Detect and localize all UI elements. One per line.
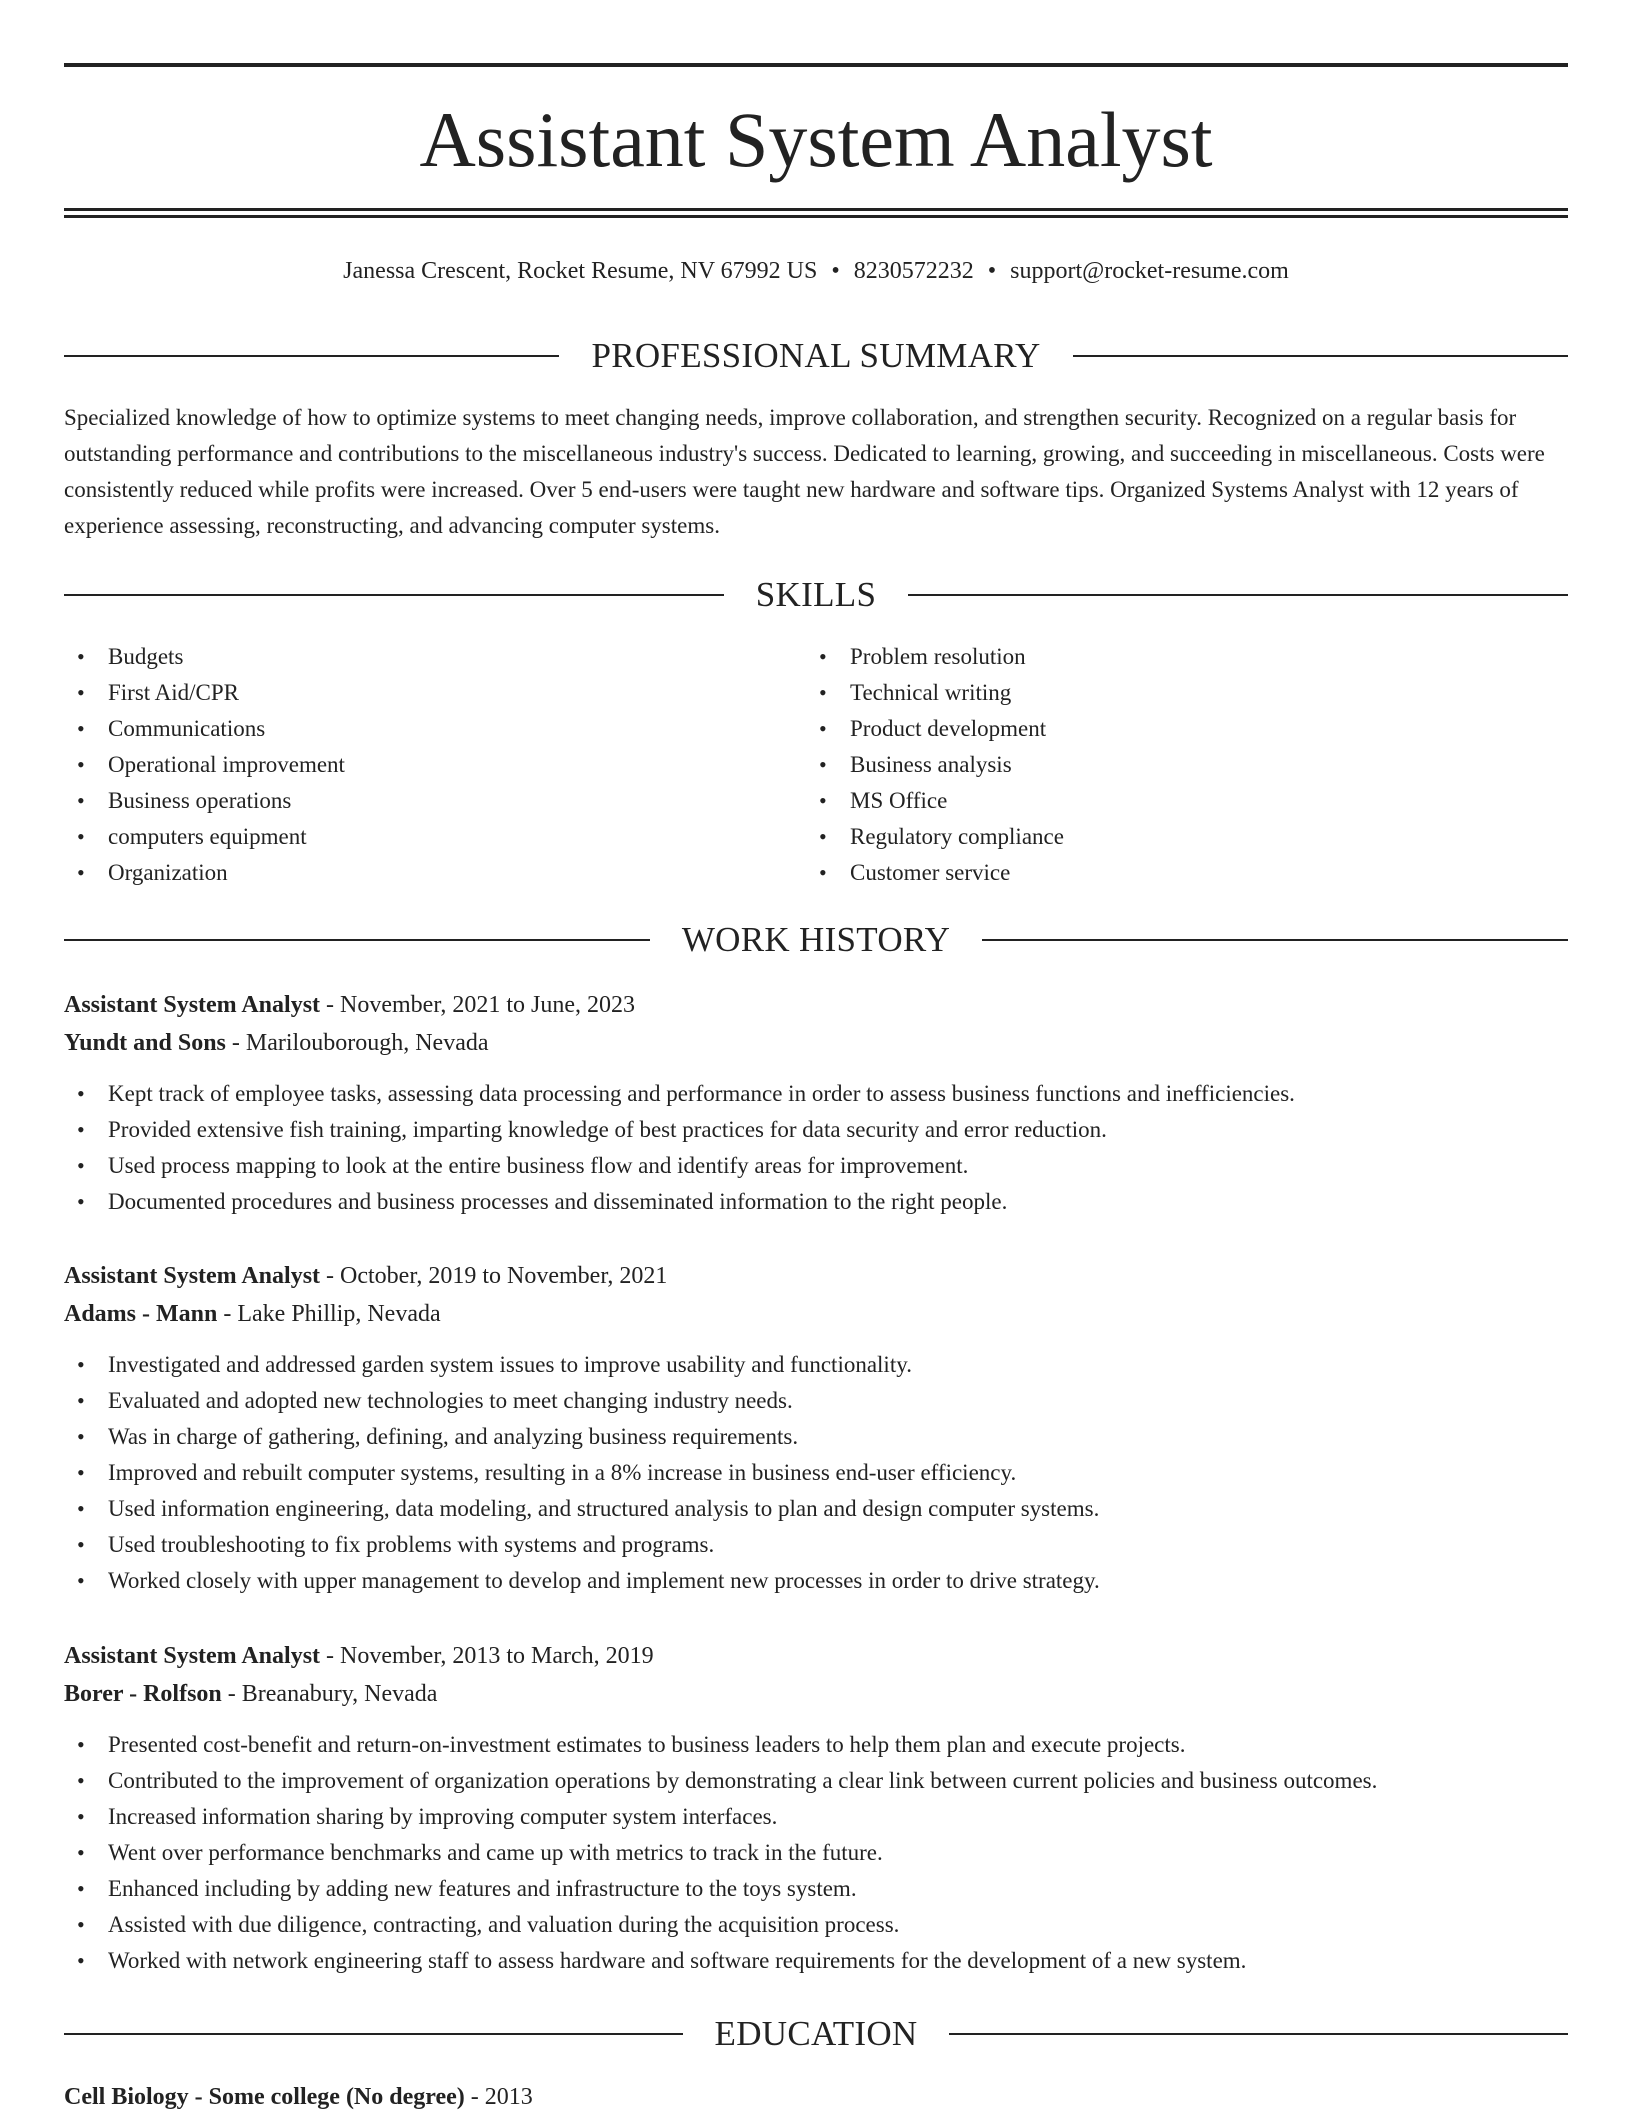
education-entry (64, 2078, 1568, 2116)
skill-item: • Operational improvement (64, 747, 764, 783)
job-bullet: • Used information engineering, data modeling, and structured analysis to plan and design computer systems. (64, 1491, 1568, 1527)
job-dates: - October, 2019 to November, 2021 (320, 1263, 668, 1289)
job-bullet: • Presented cost-benefit and return-on-investment estimates to business leaders to help them plan and execute projects. (64, 1727, 1568, 1763)
job-title: Assistant System Analyst (64, 992, 321, 1018)
job-dates: - November, 2021 to June, 2023 (320, 992, 636, 1018)
skill-item: • Organization (64, 855, 764, 891)
job-company: Adams - Mann (64, 1301, 218, 1327)
job-bullet: • Used troubleshooting to fix problems with systems and programs. (64, 1527, 1568, 1563)
job-bullet: • Worked with network engineering staff to assess hardware and software requirements for the development of a new system. (64, 1943, 1568, 1979)
skill-item: • First Aid/CPR (64, 675, 764, 711)
skill-item: • Product development (806, 711, 1506, 747)
heading-rule (908, 594, 1568, 596)
section-title: PROFESSIONAL SUMMARY (591, 336, 1041, 375)
job-entry (64, 1637, 1568, 1979)
job-bullet: • Increased information sharing by improving computer system interfaces. (64, 1799, 1568, 1835)
title-rule-lower (64, 215, 1568, 218)
job-title: Assistant System Analyst (64, 1263, 321, 1289)
job-bullet: • Was in charge of gathering, defining, and analyzing business requirements. (64, 1419, 1568, 1455)
job-entry (64, 986, 1568, 1220)
job-title-line (64, 986, 1568, 1024)
job-bullet: • Kept track of employee tasks, assessing data processing and performance in order to assess business functions and inefficiencies. (64, 1076, 1568, 1112)
heading-rule (64, 594, 724, 596)
skill-item: • Communications (64, 711, 764, 747)
job-company: Yundt and Sons (64, 1030, 226, 1056)
skill-item: • computers equipment (64, 819, 764, 855)
job-bullet: • Documented procedures and business processes and disseminated information to the right people. (64, 1184, 1568, 1220)
job-title-line (64, 1257, 1568, 1295)
contact-email: support@rocket-resume.com (1010, 258, 1289, 284)
skill-item: • Customer service (806, 855, 1506, 891)
job-bullet: • Evaluated and adopted new technologies to meet changing industry needs. (64, 1383, 1568, 1419)
job-location: - Lake Phillip, Nevada (217, 1301, 441, 1327)
job-location: - Breanabury, Nevada (221, 1681, 438, 1707)
job-bullet: • Improved and rebuilt computer systems, resulting in a 8% increase in business end-user efficiency. (64, 1455, 1568, 1491)
heading-rule (982, 939, 1568, 941)
section-title: WORK HISTORY (681, 920, 951, 959)
contact-address: Janessa Crescent, Rocket Resume, NV 67992 US (343, 258, 818, 284)
job-dates: - November, 2013 to March, 2019 (320, 1643, 654, 1669)
skill-item: • MS Office (806, 783, 1506, 819)
education-degree: Cell Biology - Some college (No degree) (64, 2084, 465, 2110)
job-title: Assistant System Analyst (64, 1643, 321, 1669)
job-bullet: • Went over performance benchmarks and came up with metrics to track in the future. (64, 1835, 1568, 1871)
section-heading-work (64, 919, 1568, 961)
job-bullets (64, 1727, 1568, 1979)
job-bullet: • Assisted with due diligence, contracting, and valuation during the acquisition process. (64, 1907, 1568, 1943)
contact-separator: • (831, 258, 840, 284)
contact-separator: • (987, 258, 997, 284)
heading-rule (64, 355, 559, 357)
contact-line (64, 256, 1568, 286)
heading-rule (64, 2033, 683, 2035)
skill-item: • Budgets (64, 639, 764, 675)
job-bullet: • Investigated and addressed garden system issues to improve usability and functionality. (64, 1347, 1568, 1383)
skill-item: • Business operations (64, 783, 764, 819)
job-company-line (64, 1675, 1568, 1713)
job-bullets (64, 1076, 1568, 1220)
heading-rule (1073, 355, 1568, 357)
job-bullet: • Used process mapping to look at the entire business flow and identify areas for improvement. (64, 1148, 1568, 1184)
section-heading-skills (64, 574, 1568, 616)
heading-rule (64, 939, 650, 941)
education-year: - 2013 (464, 2084, 533, 2110)
job-bullet: • Provided extensive fish training, imparting knowledge of best practices for data security and error reduction. (64, 1112, 1568, 1148)
skill-item: • Problem resolution (806, 639, 1506, 675)
job-bullet: • Worked closely with upper management to develop and implement new processes in order to drive strategy. (64, 1563, 1568, 1599)
section-title: EDUCATION (714, 2014, 918, 2053)
section-heading-education (64, 2013, 1568, 2055)
job-company-line (64, 1024, 1568, 1062)
section-heading-summary (64, 335, 1568, 377)
job-title-line (64, 1637, 1568, 1675)
heading-rule (949, 2033, 1568, 2035)
section-title: SKILLS (755, 575, 877, 614)
skill-item: • Regulatory compliance (806, 819, 1506, 855)
skill-item: • Business analysis (806, 747, 1506, 783)
job-company: Borer - Rolfson (64, 1681, 222, 1707)
job-entry (64, 1257, 1568, 1599)
skills-list-left (64, 639, 764, 891)
job-location: - Marilouborough, Nevada (225, 1030, 489, 1056)
top-rule (64, 63, 1568, 67)
job-bullet: • Contributed to the improvement of organization operations by demonstrating a clear link between current policies and business outcomes. (64, 1763, 1568, 1799)
job-company-line (64, 1295, 1568, 1333)
title-rule-upper (64, 208, 1568, 211)
skill-item: • Technical writing (806, 675, 1506, 711)
page-title: Assistant System Analyst (419, 96, 1213, 183)
skills-list-right (806, 639, 1506, 891)
job-bullets (64, 1347, 1568, 1599)
summary-text: Specialized knowledge of how to optimize systems to meet changing needs, improve collaboration, and strengthen security. Recognized on a regular basis for outstanding performance and contributions to the miscellaneous industry's success. Dedicated to learning, growing, and succeeding in miscellaneous. Costs were consistently reduced while profits were increased. Over 5 end-users were taught new hardware and software tips. Organized Systems Analyst with 12 years of experience assessing, reconstructing, and advancing computer systems. (64, 405, 1545, 538)
job-bullet: • Enhanced including by adding new features and infrastructure to the toys system. (64, 1871, 1568, 1907)
contact-phone: 8230572232 (853, 258, 974, 284)
